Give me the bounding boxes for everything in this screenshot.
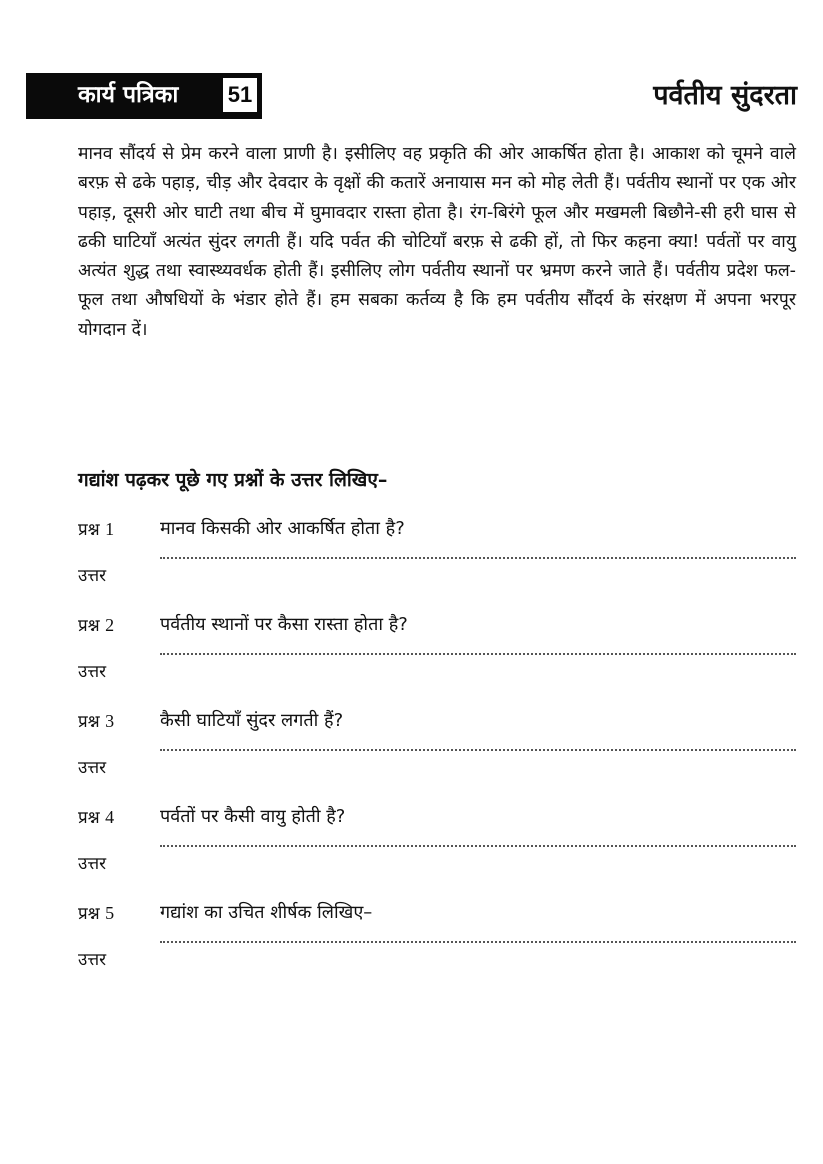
worksheet-number: 51 [221, 76, 259, 114]
question-block-2 [78, 611, 796, 707]
worksheet-label: कार्य पत्रिका [78, 82, 179, 108]
question-label [78, 707, 114, 736]
question-word: प्रश्न [78, 712, 100, 732]
question-block-4 [78, 803, 796, 899]
question-number: 1 [105, 519, 115, 539]
question-label [78, 803, 114, 832]
reading-passage: मानव सौंदर्य से प्रेम करने वाला प्राणी है। इसीलिए वह प्रकृति की ओर आकर्षित होता है। आकाश को चूमने वाले बरफ़ से ढके पहाड़, चीड़ और देवदार के वृक्षों की कतारें अनायास मन को मोह लेती हैं। पर्वतीय स्थानों पर एक ओर पहाड़, दूसरी ओर घाटी तथा बीच में घुमावदार रास्ता होता है। रंग-बिरंगे फूल और मखमली बिछौने-सी हरी घास से ढकी घाटियाँ अत्यंत सुंदर लगती हैं। यदि पर्वत की चोटियाँ बरफ़ से ढकी हों, तो फिर कहना क्या! पर्वतों पर वायु अत्यंत शुद्ध तथा स्वास्थ्यवर्धक होती हैं। इसीलिए लोग पर्वतीय स्थानों पर भ्रमण करने जाते हैं। पर्वतीय प्रदेश फल-फूल तथा औषधियों के भंडार होते हैं। हम सबका कर्तव्य है कि हम पर्वतीय सौंदर्य के संरक्षण में अपना भरपूर योगदान दें। [78, 144, 796, 340]
answer-label: उत्तर [78, 758, 107, 778]
question-label [78, 611, 114, 640]
question-word: प्रश्न [78, 904, 100, 924]
answer-label: उत्तर [78, 854, 107, 874]
question-word: प्रश्न [78, 616, 100, 636]
answer-label: उत्तर [78, 950, 107, 970]
worksheet-header-bar [26, 73, 262, 119]
question-block-1 [78, 515, 796, 611]
question-number: 2 [105, 615, 115, 635]
answer-line[interactable] [160, 557, 796, 559]
question-word: प्रश्न [78, 808, 100, 828]
question-text: गद्यांश का उचित शीर्षक लिखिए– [160, 902, 373, 923]
question-word: प्रश्न [78, 520, 100, 540]
question-text: कैसी घाटियाँ सुंदर लगती हैं? [160, 710, 344, 731]
question-label [78, 515, 114, 544]
answer-line[interactable] [160, 941, 796, 943]
question-number: 4 [105, 807, 115, 827]
answer-label: उत्तर [78, 662, 107, 682]
question-block-3 [78, 707, 796, 803]
answer-line[interactable] [160, 845, 796, 847]
instruction-heading: गद्यांश पढ़कर पूछे गए प्रश्नों के उत्तर लिखिए– [78, 469, 388, 491]
question-number: 3 [105, 711, 115, 731]
question-block-5 [78, 899, 796, 995]
question-label [78, 899, 114, 928]
answer-label: उत्तर [78, 566, 107, 586]
page-title: पर्वतीय सुंदरता [653, 80, 797, 111]
question-number: 5 [105, 903, 115, 923]
question-text: मानव किसकी ओर आकर्षित होता है? [160, 518, 405, 539]
answer-line[interactable] [160, 653, 796, 655]
question-text: पर्वतीय स्थानों पर कैसा रास्ता होता है? [160, 614, 408, 635]
question-text: पर्वतों पर कैसी वायु होती है? [160, 806, 346, 827]
answer-line[interactable] [160, 749, 796, 751]
